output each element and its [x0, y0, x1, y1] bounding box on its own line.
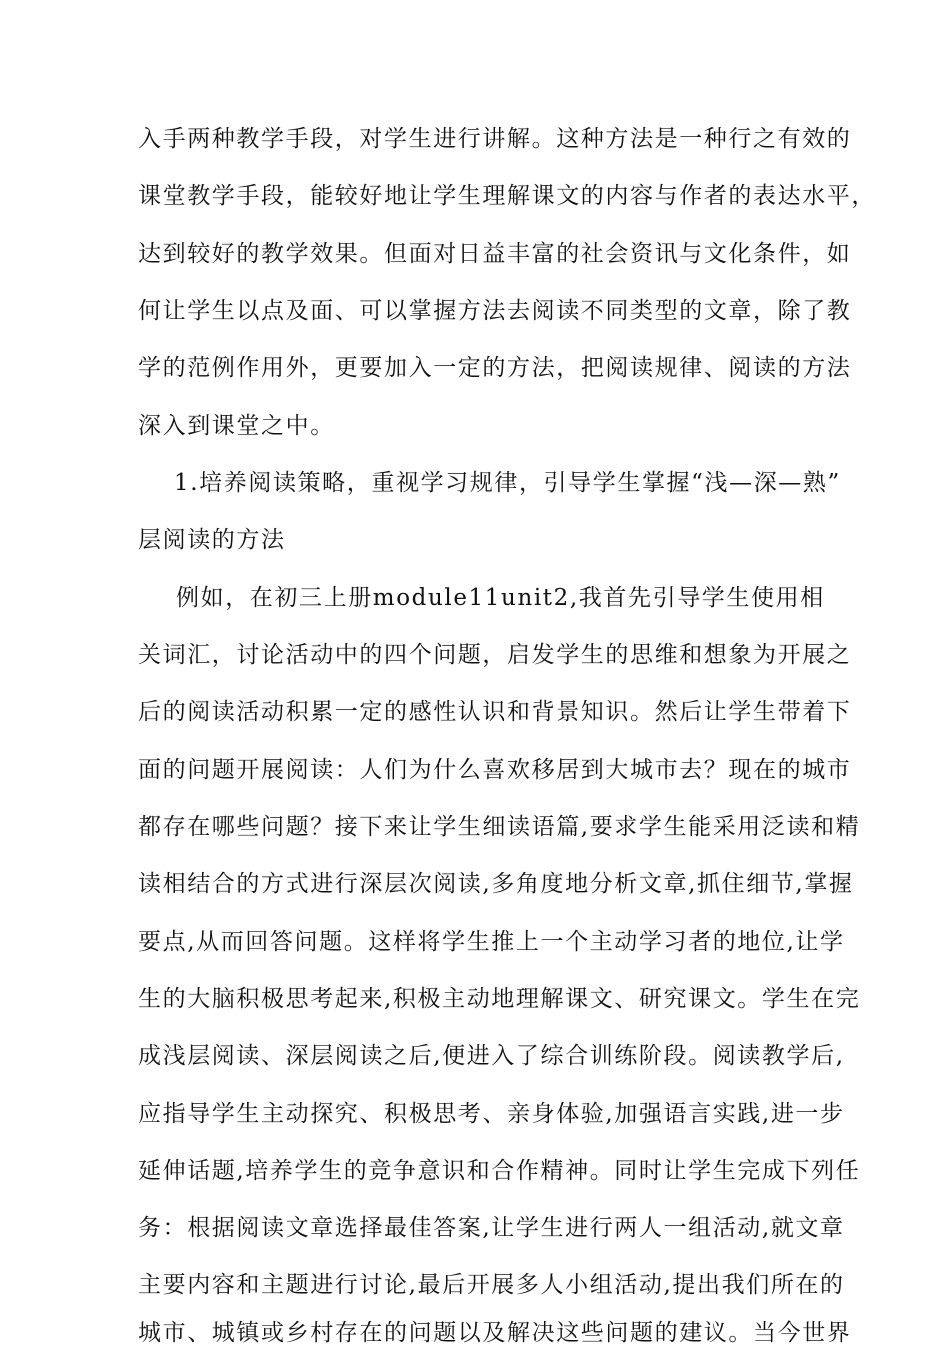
- text-line: 应指导学生主动探究、积极思考、亲身体验,加强语言实践,进一步: [138, 1101, 845, 1127]
- text-line: 读相结合的方式进行深层次阅读,多角度地分析文章,抓住细节,掌握: [138, 871, 854, 897]
- text-line: 后的阅读活动积累一定的感性认识和背景知识。然后让学生带着下: [138, 699, 852, 725]
- text-line: 成浅层阅读、深层阅读之后,便进入了综合训练阶段。阅读教学后,: [138, 1043, 845, 1069]
- text-line: 主要内容和主题进行讨论,最后开展多人小组活动,提出我们所在的: [138, 1272, 845, 1298]
- text-line: 面的问题开展阅读：人们为什么喜欢移居到大城市去？现在的城市: [138, 757, 852, 783]
- text-line: 入手两种教学手段，对学生进行讲解。这种方法是一种行之有效的: [138, 126, 852, 152]
- text-line: 深入到课堂之中。: [138, 413, 335, 439]
- text-line: 关词汇，讨论活动中的四个问题，启发学生的思维和想象为开展之: [138, 642, 852, 668]
- text-line: 例如，在初三上册module11unit2,我首先引导学生使用相: [176, 585, 825, 611]
- section-heading-line: 1.培养阅读策略，重视学习规律，引导学生掌握“浅—深—熟”: [174, 470, 841, 496]
- text-line: 务：根据阅读文章选择最佳答案,让学生进行两人一组活动,就文章: [138, 1215, 845, 1241]
- text-line: 学的范例作用外，更要加入一定的方法，把阅读规律、阅读的方法: [138, 355, 852, 381]
- section-heading-line: 层阅读的方法: [138, 527, 286, 553]
- text-line: 延伸话题,培养学生的竞争意识和合作精神。同时让学生完成下列任: [138, 1158, 861, 1184]
- text-line: 要点,从而回答问题。这样将学生推上一个主动学习者的地位,让学: [138, 929, 845, 955]
- text-line: 达到较好的教学效果。但面对日益丰富的社会资讯与文化条件，如: [138, 241, 852, 267]
- text-line: 都存在哪些问题？接下来让学生细读语篇,要求学生能采用泛读和精: [138, 814, 861, 840]
- text-line: 课堂教学手段，能较好地让学生理解课文的内容与作者的表达水平，: [138, 183, 876, 209]
- text-line: 何让学生以点及面、可以掌握方法去阅读不同类型的文章，除了教: [138, 298, 852, 324]
- text-line: 城市、城镇或乡村存在的问题以及解决这些问题的建议。当今世界: [138, 1320, 852, 1346]
- text-line: 生的大脑积极思考起来,积极主动地理解课文、研究课文。学生在完: [138, 986, 861, 1012]
